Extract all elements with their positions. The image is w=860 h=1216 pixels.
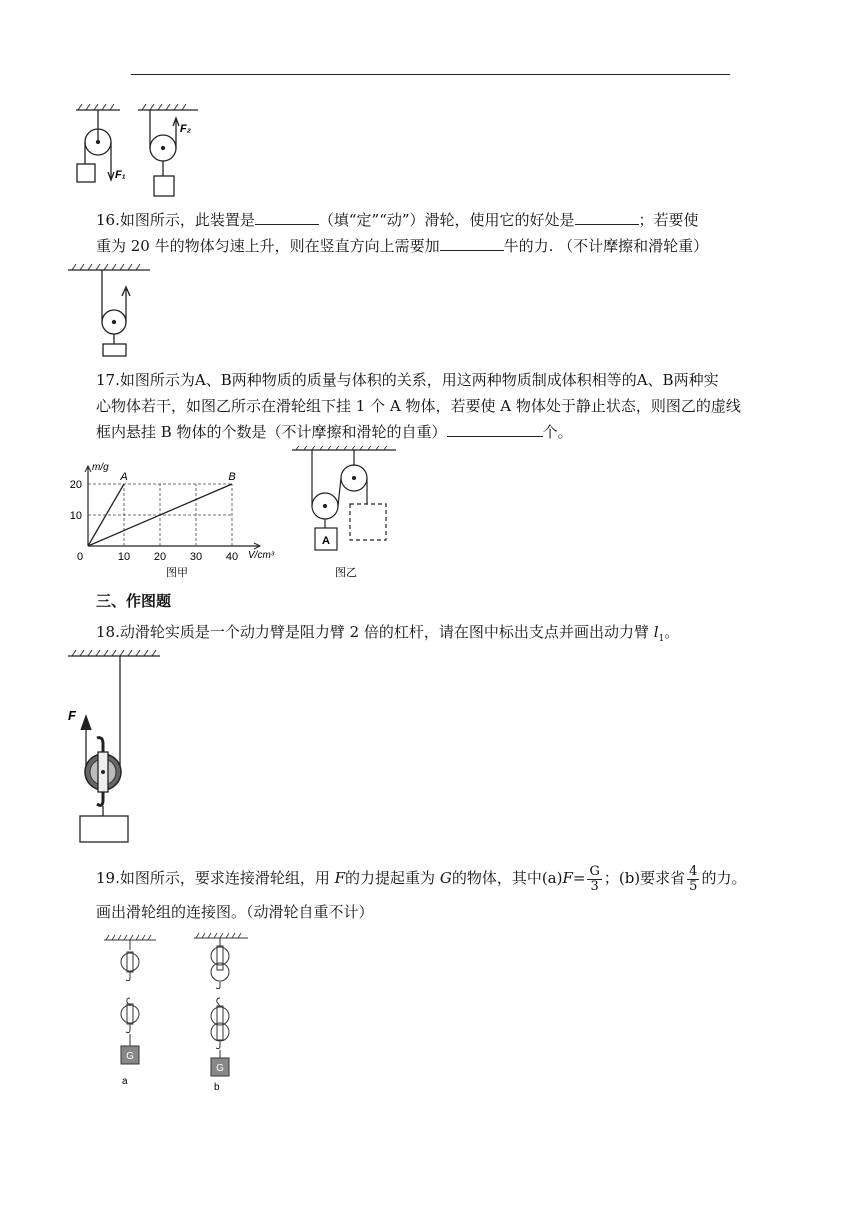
y-tick-label: 10 [69,510,82,522]
pulley-block-figure [286,446,416,582]
question-17-line1: 17.如图所示为A、B两种物质的质量与体积的关系，用这两种物质制成体积相等的A、B两种实 [96,371,719,389]
weight-g-label-a: G [126,1051,134,1062]
pulley-set-a-figure [96,932,166,1092]
fixed-and-movable-pulley-figure [70,100,210,200]
question-16-line1: 16.如图所示，此装置是 （填“定”“动”）滑轮，使用它的好处是 ；若要使 [96,211,699,229]
question-19-line1: 19.如图所示，要求连接滑轮组，用 F的力提起重为 G的物体，其中(a)F= $\frac{G}{3}$ ；(b)要求省 $\frac{4}{5}$ 的力。 [96,863,747,894]
blank-16b[interactable] [575,210,639,225]
figure-yi-caption: 图乙 [335,567,357,579]
question-17-line2: 心物体若干，如图乙所示在滑轮组下挂 1 个 A 物体，若要使 A 物体处于静止状态，则图乙的虚线 [96,397,741,415]
fraction-4-over-5: $\frac{4}{5}$ [689,863,698,894]
question-16-line2: 重为 20 牛的物体匀速上升，则在竖直方向上需要加 牛的力. （不计摩擦和滑轮重） [96,237,709,255]
question-17-line3: 框内悬挂 B 物体的个数是（不计摩擦和滑轮的自重） 个。 [96,423,573,441]
force-f2-label: F₂ [180,123,191,135]
weight-g-label-b: G [216,1063,224,1074]
series-label-b: B [228,471,236,483]
label-b: b [214,1082,220,1093]
question-18: 18.动滑轮实质是一个动力臂是阻力臂 2 倍的杠杆，请在图中标出支点并画出动力臂 $l_1$。 [96,623,680,644]
fraction-g-over-3: $\frac{G}{3}$ [589,863,600,894]
mass-volume-chart [66,446,296,582]
y-axis-label: m/g [92,462,109,473]
x-tick-label: 0 [76,551,84,563]
series-label-a: A [120,471,128,483]
chart-caption: 图甲 [166,567,188,579]
x-tick-label: 10 [117,551,131,563]
pulley-set-b-figure [186,928,256,1094]
question-19-line2: 画出滑轮组的连接图。（动滑轮自重不计） [96,903,374,921]
blank-16a[interactable] [255,210,319,225]
x-tick-label: 20 [153,551,167,563]
x-tick-label: 40 [225,551,239,563]
label-a: a [122,1076,128,1087]
movable-pulley-figure [66,262,156,362]
y-tick-label: 20 [69,479,82,491]
force-f1-label: F₁ [115,169,126,181]
block-a-label: A [322,535,330,547]
x-tick-label: 30 [189,551,203,563]
blank-17[interactable] [447,422,543,437]
blank-16c[interactable] [440,236,504,251]
movable-pulley-lever-figure [64,648,164,844]
section-title: 三、作图题 [96,592,172,610]
force-f-label: F [68,708,76,723]
header-rule [131,74,730,75]
x-axis-label: V/cm³ [248,550,275,561]
